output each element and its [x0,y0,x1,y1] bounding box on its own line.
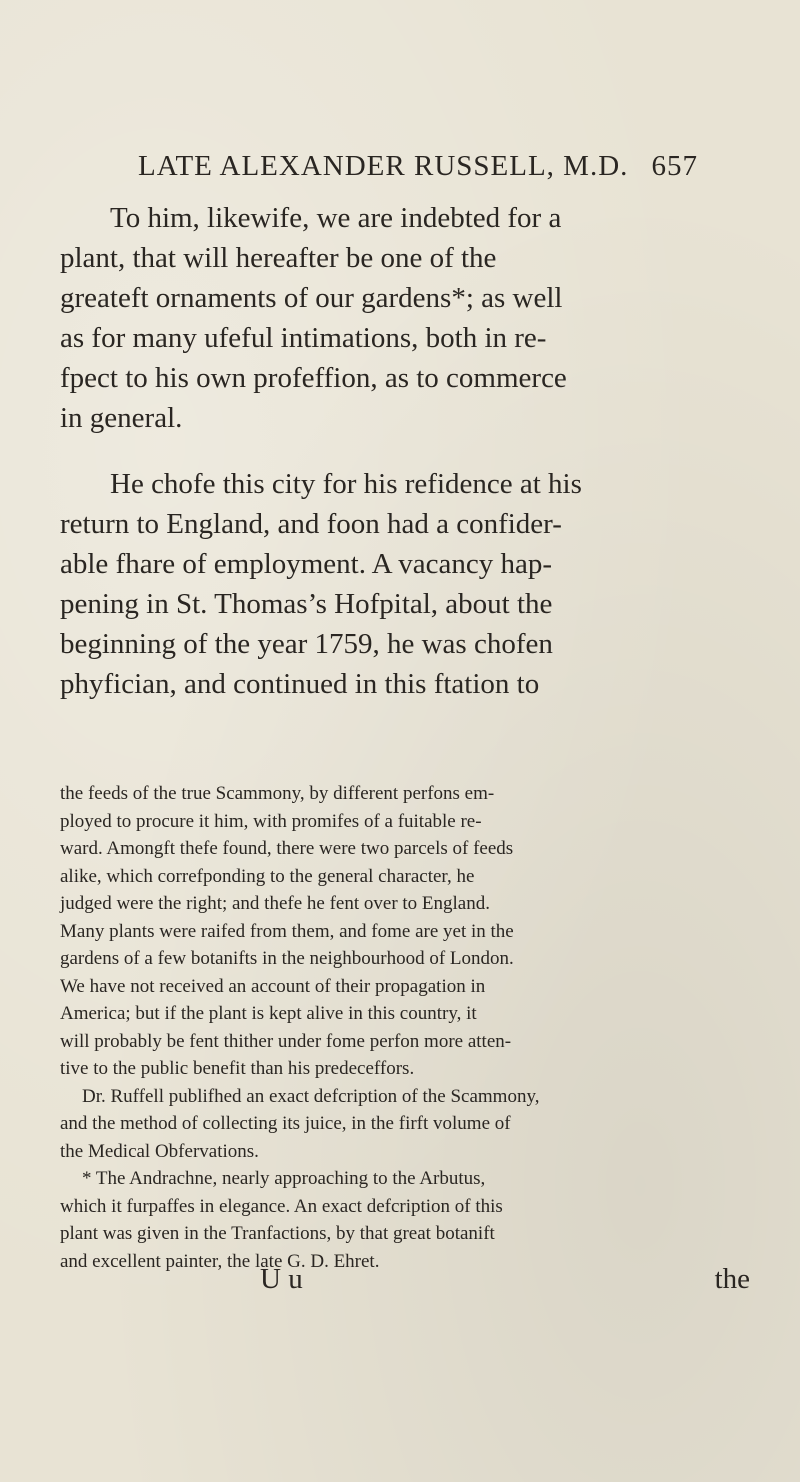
text-line: beginning of the year 1759, he was chofen [60,628,553,660]
text-line: greateft ornaments of our gardens*; as well [60,282,563,314]
footnote-line: alike, which correfponding to the general character, he [60,865,475,887]
text-line: in general. [60,402,183,434]
footnote-line: Many plants were raifed from them, and fome are yet in the [60,920,514,942]
footnote-line: gardens of a few botanifts in the neighbourhood of London. [60,948,514,969]
footnote-line: * The Andrachne, nearly approaching to the Arbutus, [82,1168,486,1189]
footnote-line: America; but if the plant is kept alive in this country, it [60,1003,477,1024]
text-line: plant, that will hereafter be one of the [60,242,497,274]
text-line: fpect to his own profeffion, as to commerce [60,362,567,394]
footnote-line: We have not received an account of their propagation in [60,975,486,997]
text-line: phyfician, and continued in this ftation to [60,668,540,700]
footnote-line: judged were the right; and thefe he fent over to England. [60,893,490,914]
text-line: return to England, and foon had a confider- [60,508,562,540]
footnote-line: Dr. Ruffell publifhed an exact defcription of the Scammony, [82,1085,540,1107]
footnote-line: and the method of collecting its juice, in the firft volume of [60,1113,511,1134]
footnote-line: plant was given in the Tranfactions, by that great botanift [60,1223,495,1244]
text-line: To him, likewife, we are indebted for a [110,202,562,234]
footnote-line: and excellent painter, the late G. D. Ehret. [60,1250,380,1272]
text-line: as for many ufeful intimations, both in re- [60,322,547,354]
text-line: pening in St. Thomas’s Hofpital, about the [60,588,553,620]
running-title: LATE ALEXANDER RUSSELL, M.D. [138,150,629,182]
text-line: He chofe this city for his refidence at his [110,468,582,500]
footnote-line: will probably be fent thither under fome perfon more atten- [60,1030,512,1052]
page-number: 657 [651,150,698,182]
paragraph-1 [60,198,760,438]
text-line: able fhare of employment. A vacancy hap- [60,548,552,580]
catchword: the [714,1263,750,1295]
footnote-line: ployed to procure it him, with promifes of a fuitable re- [60,810,482,832]
footnote-line: ward. Amongft thefe found, there were two parcels of feeds [60,838,514,859]
footnote-block [60,780,760,1275]
paragraph-2 [60,464,760,704]
footnote-line: which it furpaffes in elegance. An exact defcription of this [60,1195,503,1217]
footnote-line: the feeds of the true Scammony, by different perfons em- [60,783,495,804]
signature-mark: U u [260,1263,303,1295]
footnote-line: tive to the public benefit than his predeceffors. [60,1058,415,1079]
page-header [138,150,698,183]
footnote-line: the Medical Obfervations. [60,1140,259,1162]
